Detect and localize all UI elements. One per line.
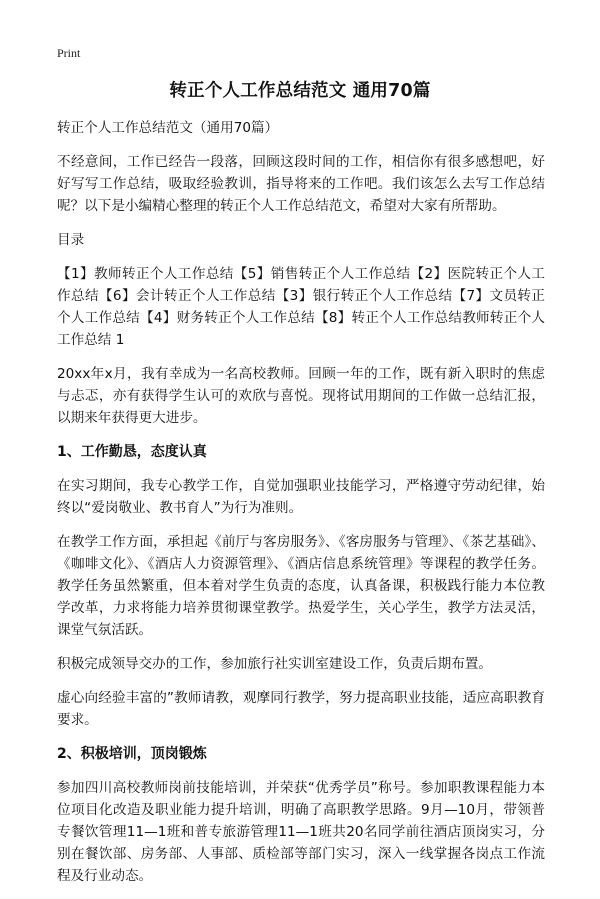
section-2-paragraph-1: 参加四川高校教师岗前技能培训，并荣获“优秀学员”称号。参加职教课程能力本位项目化改造及职业能力提升培训，明确了高职教学思路。9月—10月，带领普专餐饮管理11—1班和普专旅游管理11—1班共20名同学前往酒店顶岗实习，分别在餐饮部、房务部、人事部、质检部等部门实习，深入一线掌握各岗点工作流程及行业动态。 xyxy=(57,780,545,884)
document-title: 转正个人工作总结范文 通用70篇 xyxy=(169,81,431,101)
section-1-paragraph-2: 在教学工作方面，承担起《前厅与客房服务》、《客房服务与管理》、《茶艺基础》、《咖啡文化》、《酒店人力资源管理》、《酒店信息系统管理》等课程的教学任务。教学任务虽然繁重，但本着对学生负责的态度，认真备课，积极践行能力本位教学改革，力求将能力培养贯彻课堂教学。热爱学生，关心学生，教学方法灵活，课堂气氛活跃。 xyxy=(57,534,545,638)
intro-paragraph: 不经意间，工作已经告一段落，回顾这段时间的工作，相信你有很多感想吧，好好写写工作总结，吸取经验教训，指导将来的工作吧。我们该怎么去写工作总结呢？以下是小编精心整理的转正个人工作总结范文，希望对大家有所帮助。 xyxy=(57,154,545,214)
section-1-paragraph-1: 在实习期间，我专心教学工作，自觉加强职业技能学习，严格遵守劳动纪律，始终以“爱岗敬业、教书育人”为行为准则。 xyxy=(57,478,545,516)
document-subtitle: 转正个人工作总结范文（通用70篇） xyxy=(57,120,279,136)
document-body xyxy=(57,117,545,899)
toc-label: 目录 xyxy=(57,232,85,248)
section-1-paragraph-3: 积极完成领导交办的工作，参加旅行社实训室建设工作，负责后期布置。 xyxy=(57,656,492,672)
toc-list: 【1】教师转正个人工作总结【5】销售转正个人工作总结【2】医院转正个人工作总结【6】会计转正个人工作总结【3】银行转正个人工作总结【7】文员转正个人工作总结【4】财务转正个人工作总结【8】转正个人工作总结教师转正个人工作总结 1 xyxy=(57,266,545,348)
section-1-paragraph-4: 虚心向经验丰富的”教师请教，观摩同行教学，努力提高职业技能，适应高职教育要求。 xyxy=(57,690,545,728)
section-2-heading: 2、积极培训，顶岗锻炼 xyxy=(57,746,207,762)
section-1-heading: 1、工作勤恳，态度认真 xyxy=(57,444,207,460)
opening-paragraph: 20xx年x月，我有幸成为一名高校教师。回顾一年的工作，既有新入职时的焦虑与忐忑，亦有获得学生认可的欢欣与喜悦。现将试用期间的工作做一总结汇报，以期来年获得更大进步。 xyxy=(57,366,545,426)
print-label: Print xyxy=(57,46,81,60)
